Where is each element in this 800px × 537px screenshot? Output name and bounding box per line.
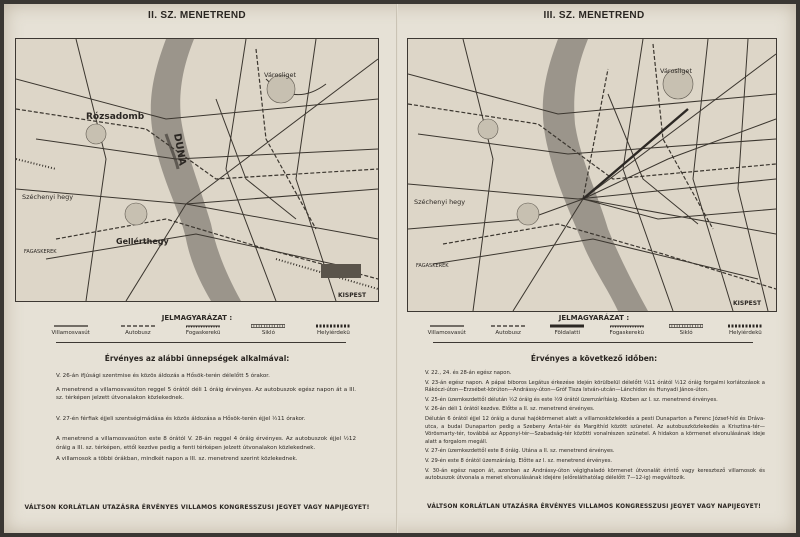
right-note: V. 29-én este 8 órától üzemzárásig. Előtte az I. sz. menetrend érvényes.	[425, 457, 613, 464]
left-map-label-fagaskerek: FAGASKEREK	[24, 249, 57, 255]
right-panel	[403, 4, 785, 529]
right-note: Délután 6 órától éjjel 12 óráig a dunai hajókörmenet alatt a villamosközlekedés a pesti Dunaparton a Ferenc József-híd és Dráva-utca, a budai Dunaparton pedig a Szebeny Antal-tér és Margithíd között szünetel. Az autobuszközlekedés a Krisztina-tér—Vörösmarty-tér, továbbá az Apponyi-tér—Szabadság-tér közötti vonalrészen szünetel. A hidakon a körmenet elvonulásának ideje alatt a forgalom megáll.	[425, 415, 765, 445]
right-map-label-kispest: KISPEST	[733, 300, 762, 307]
left-divider	[56, 342, 346, 343]
left-footer: VÁLTSON KORLÁTLAN UTAZÁSRA ÉRVÉNYES VILLAMOS KONGRESSZUSI JEGYET VAGY NAPIJEGYET!	[24, 504, 370, 511]
left-legend-item: Villamosvasút	[51, 330, 90, 336]
left-legend-item: Helyiérdekü	[317, 330, 350, 336]
left-title: II. SZ. MENETREND	[148, 10, 246, 21]
right-legend-item: Földalatti	[554, 330, 581, 336]
right-map-label-fagaskerek: FAGASKEREK	[416, 263, 449, 269]
left-note: A menetrend a villamosvasúton este 8 órától V. 28-án reggel 4 óráig érvényes. Az autobuszok éjjel ½12 óráig a III. sz. térképen, ettől kezdve pedig a fenti térképen jelzett útvonalakon közlekednek.	[56, 436, 356, 451]
left-legend-item: Autobusz	[125, 330, 151, 336]
right-title: III. SZ. MENETREND	[543, 10, 645, 21]
left-legend-title: JELMAGYARÁZAT :	[161, 314, 233, 322]
right-map	[407, 38, 777, 312]
right-map-label-szechenyi: Széchenyi hegy	[414, 198, 466, 206]
left-map-label-varosliget: Városliget	[264, 71, 297, 79]
left-map-drawing	[16, 39, 378, 301]
right-divider	[433, 342, 753, 343]
left-map-label-duna: DUNA	[171, 132, 188, 167]
right-note: V. 27-én üzemkezdettől este 8 óráig. Utána a II. sz. menetrend érvényes.	[425, 448, 615, 455]
right-legend-item: Sikló	[669, 324, 703, 336]
right-note: V. 30-án egész napon át, azonban az Andrássy-úton végighaladó körmenet útvonalát érintő vagy keresztező villamosok és autobuszok útvonala a menet elvonulásának idejére (előreláthatólag délelőtt 7—12-ig) megváltozik.	[425, 467, 765, 482]
right-legend-item: Fogaskerekü	[609, 330, 644, 336]
left-map-label-szechenyi: Széchenyi hegy	[22, 193, 74, 201]
right-map-label-varosliget: Városliget	[660, 67, 693, 75]
left-note: A menetrend a villamosvasúton reggel 5 órától déli 1 óráig érvényes. Az autobuszok egész napon át a III. sz. térképen jelzett útvonalakon közlekednek.	[56, 386, 356, 402]
right-legend-item: Villamosvasút	[427, 330, 466, 336]
left-note: A villamosok a többi órákban, mindkét napon a III. sz. menetrend szerint közlekednek.	[56, 455, 298, 462]
left-legend	[36, 324, 366, 336]
left-note: V. 26-án ifjúsági szentmise és közös áldozás a Hősök-terén délelőtt 5 órakor.	[56, 373, 270, 379]
right-note: V. 26-án déli 1 órától kezdve. Előtte a II. sz. menetrend érvényes.	[425, 406, 595, 413]
left-notes	[56, 372, 356, 465]
center-fold	[396, 4, 398, 533]
left-map-label-rozsadomb: Rózsadomb	[86, 112, 145, 122]
right-legend	[415, 324, 775, 336]
left-map-label-kispest: KISPEST	[338, 292, 367, 299]
left-map	[15, 38, 379, 302]
left-panel	[6, 4, 388, 529]
right-valid-heading: Érvényes a következő időben:	[530, 354, 658, 363]
left-note: V. 27-én férfiak éjjeli szentségimádása és közös áldozása a Hősök-terén éjjel ½11 órakor.	[56, 415, 306, 422]
left-map-label-gellerthegy: Gellérthegy	[116, 237, 169, 246]
right-footer: VÁLTSON KORLÁTLAN UTAZÁSRA ÉRVÉNYES VILLAMOS KONGRESSZUSI JEGYET VAGY NAPIJEGYET!	[427, 504, 761, 510]
right-legend-title: JELMAGYARÁZAT :	[558, 314, 630, 322]
right-note: V. 23-án egész napon. A pápai biboros Legátus érkezése idején körülbelül délelőtt ½11 órától ½12 óráig forgalmi korlátozások a Rákóczi-úton—Erzsébet-körúton—Andrássy-úton—Gróf Tisza István-utcán—Lánchidon és Hunyadi János-úton.	[425, 379, 765, 394]
left-legend-item: Fogaskerekü	[185, 330, 221, 336]
right-note: V. 22., 24. és 28-án egész napon.	[425, 370, 512, 376]
left-valid-heading: Érvényes az alábbi ünnepségek alkalmával:	[104, 354, 290, 363]
left-legend-item: Sikló	[251, 324, 285, 336]
right-map-drawing	[408, 39, 776, 311]
right-notes	[425, 370, 765, 485]
right-note: V. 25-én üzemkezdettől délután ½2 óráig és este ½9 órától üzemzárításig. Közben az I. sz. menetrend érvényes.	[425, 396, 718, 403]
right-legend-item: Helyiérdekü	[728, 330, 762, 336]
right-legend-item: Autobusz	[495, 330, 521, 336]
